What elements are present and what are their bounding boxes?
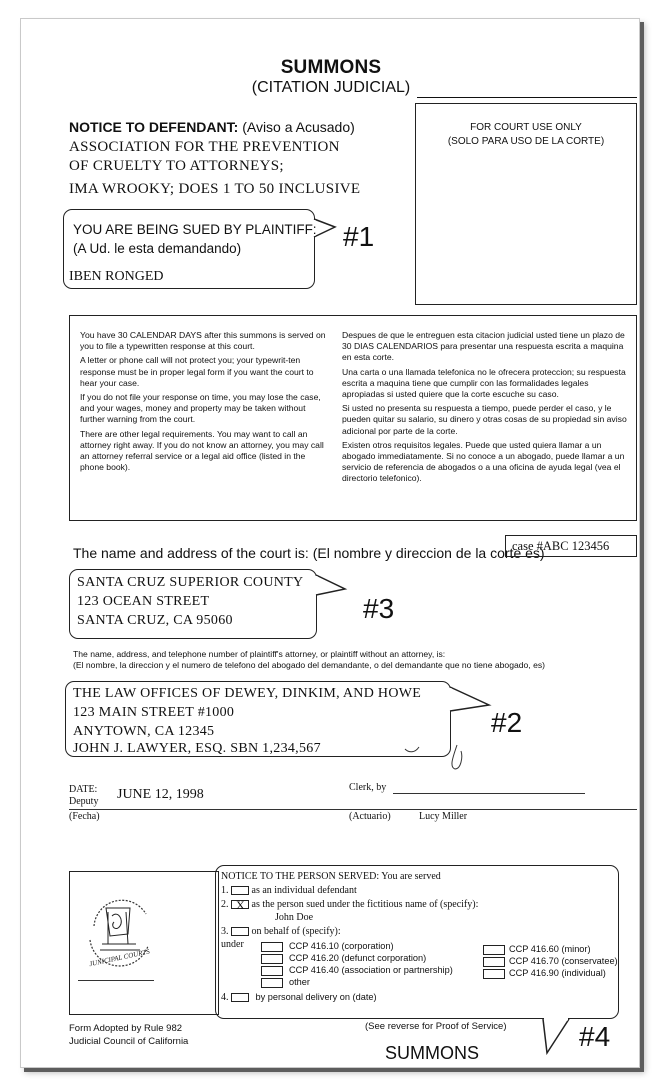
ccp-416-40-label: CCP 416.40 (association or partnership) bbox=[289, 965, 453, 975]
deputy-label: Deputy bbox=[69, 796, 99, 807]
attorney-line-3: ANYTOWN, CA 12345 bbox=[73, 724, 215, 739]
callout-number-2: #2 bbox=[491, 707, 523, 738]
notice-label: NOTICE TO DEFENDANT: bbox=[69, 119, 239, 135]
attorney-line-1: THE LAW OFFICES OF DEWEY, DINKIM, AND HOWE bbox=[73, 686, 422, 701]
court-address-line-1: SANTA CRUZ SUPERIOR COUNTY bbox=[77, 575, 304, 590]
checkbox-x-mark: X bbox=[236, 898, 245, 913]
served-item-4-label: by personal delivery on (date) bbox=[255, 992, 377, 1002]
instructions-english bbox=[80, 330, 328, 476]
court-seal-icon bbox=[84, 886, 154, 972]
ccp-416-20-label: CCP 416.20 (defunct corporation) bbox=[289, 953, 427, 963]
instruction-es-1: Despues de que le entreguen esta citacion judicial usted tiene un plazo de 30 DIAS CALENDARIOS para presentar una respuesta escrita a maquina en esta corte. bbox=[342, 330, 625, 363]
defendant-line-2: OF CRUELTY TO ATTORNEYS; bbox=[69, 158, 284, 174]
on-behalf-checkbox[interactable] bbox=[231, 927, 249, 936]
judicial-council-line: Judicial Council of California bbox=[69, 1036, 189, 1047]
ccp-416-20-checkbox[interactable] bbox=[261, 954, 283, 964]
served-item-1 bbox=[221, 885, 357, 896]
signature-scribble-icon bbox=[401, 737, 481, 773]
seal-box bbox=[69, 871, 219, 1015]
ccp-416-60-label: CCP 416.60 (minor) bbox=[509, 944, 591, 954]
court-address-question: The name and address of the court is: (El nombre y direccion de la corte es) bbox=[73, 545, 545, 561]
case-number: case #ABC 123456 bbox=[505, 535, 637, 557]
clerk-name: Lucy Miller bbox=[419, 811, 468, 822]
clerk-signature-line bbox=[393, 793, 585, 794]
ccp-416-60-checkbox[interactable] bbox=[483, 945, 505, 955]
ccp-other-label: other bbox=[289, 977, 310, 987]
served-item-4-number: 4. bbox=[221, 992, 229, 1003]
page-subtitle: (CITATION JUDICIAL) bbox=[251, 79, 411, 96]
notice-to-defendant bbox=[69, 119, 355, 135]
form-adopted-line: Form Adopted by Rule 982 bbox=[69, 1023, 183, 1034]
attorney-note: The name, address, and telephone number of plaintiff's attorney, or plaintiff without an attorney, is: bbox=[73, 649, 446, 659]
attorney-line-4: JOHN J. LAWYER, ESQ. SBN 1,234,567 bbox=[73, 741, 321, 756]
fictitious-name-checkbox[interactable] bbox=[231, 898, 249, 913]
plaintiff-label-es: (A Ud. le esta demandando) bbox=[73, 241, 242, 256]
served-item-2 bbox=[221, 898, 479, 913]
actuario-label: (Actuario) bbox=[349, 811, 391, 822]
instruction-en-1: You have 30 CALENDAR DAYS after this summons is served on you to file a typewritten response at this court. bbox=[80, 330, 326, 352]
ccp-416-70-label: CCP 416.70 (conservatee) bbox=[509, 956, 618, 966]
court-callout-pointer bbox=[305, 569, 351, 603]
attorney-note-es: (El nombre, la direccion y el numero de telefono del abogado del demandante, o del demandante que no tiene abogado, es) bbox=[73, 660, 546, 670]
defendant-line-3: IMA WROOKY; DOES 1 TO 50 INCLUSIVE bbox=[69, 181, 361, 197]
footer-summons-title: SUMMONS bbox=[385, 1043, 479, 1063]
summons-form bbox=[20, 18, 640, 1068]
court-address-line-2: 123 OCEAN STREET bbox=[77, 594, 210, 609]
individual-defendant-checkbox[interactable] bbox=[231, 886, 249, 895]
ccp-416-70-checkbox[interactable] bbox=[483, 957, 505, 967]
proof-of-service-note: (See reverse for Proof of Service) bbox=[365, 1021, 507, 1032]
callout-number-3: #3 bbox=[363, 593, 395, 624]
ccp-416-10-checkbox[interactable] bbox=[261, 942, 283, 952]
served-item-2-number: 2. bbox=[221, 899, 229, 910]
callout-number-4: #4 bbox=[579, 1021, 611, 1052]
ccp-other-checkbox[interactable] bbox=[261, 978, 283, 988]
court-address-line-3: SANTA CRUZ, CA 95060 bbox=[77, 613, 233, 628]
plaintiff-label: YOU ARE BEING SUED BY PLAINTIFF: bbox=[73, 222, 317, 237]
instruction-en-2: A letter or phone call will not protect you; your typewrit-ten response must be in proper legal form if you want the court to hear your case. bbox=[80, 355, 314, 388]
served-callout-pointer bbox=[539, 1013, 579, 1059]
under-label: under bbox=[221, 939, 244, 950]
clerk-label: Clerk, by bbox=[349, 782, 387, 793]
fecha-label: (Fecha) bbox=[69, 811, 100, 822]
callout-number-1: #1 bbox=[343, 221, 375, 252]
instruction-es-3: Si usted no presenta su respuesta a tiempo, puede perder el caso, y le pueden quitar su salario, su dinero y otras cosas de su propiedad sin aviso adicional por parte de la corte. bbox=[342, 403, 627, 436]
instructions-spanish bbox=[342, 330, 632, 488]
ccp-416-40-checkbox[interactable] bbox=[261, 966, 283, 976]
instruction-es-4: Existen otros requisitos legales. Puede que usted quiera llamar a un abogado immediatamente. Si no conoce a un abogado, puede llamar a un servicio de referencia de abogados o a una oficina de ayuda legal (vea el directorio telefonico). bbox=[342, 439, 625, 484]
ccp-416-90-checkbox[interactable] bbox=[483, 969, 505, 979]
court-use-label-es: (SOLO PARA USO DE LA CORTE) bbox=[447, 136, 605, 147]
ccp-416-10-label: CCP 416.10 (corporation) bbox=[289, 941, 394, 951]
court-use-label: FOR COURT USE ONLY bbox=[470, 122, 582, 133]
filing-date: JUNE 12, 1998 bbox=[117, 787, 204, 802]
instruction-en-4: There are other legal requirements. You may want to call an attorney right away. If you do not know an attorney, you may call an attorney referral service or a legal aid office (listed in the phone book). bbox=[80, 428, 324, 473]
attorney-callout-pointer bbox=[439, 679, 497, 719]
served-item-1-number: 1. bbox=[221, 885, 229, 896]
instruction-en-3: If you do not file your response on time, you may lose the case, and your wages, money and property may be taken without further warning from the court. bbox=[80, 392, 321, 425]
court-use-box bbox=[415, 103, 637, 305]
instructions-box bbox=[69, 315, 637, 521]
subtitle-rule bbox=[417, 97, 637, 98]
served-item-3 bbox=[221, 926, 341, 937]
served-item-2-label: as the person sued under the fictitious name of (specify): bbox=[251, 899, 479, 910]
date-rule bbox=[69, 809, 637, 810]
served-item-1-label: as an individual defendant bbox=[251, 885, 357, 896]
seal-rule bbox=[78, 980, 154, 981]
defendant-line-1: ASSOCIATION FOR THE PREVENTION bbox=[69, 139, 340, 155]
served-item-4 bbox=[221, 992, 377, 1003]
attorney-line-2: 123 MAIN STREET #1000 bbox=[73, 705, 235, 720]
date-label: DATE: bbox=[69, 784, 98, 795]
served-heading: NOTICE TO THE PERSON SERVED: You are served bbox=[221, 871, 441, 882]
fictitious-name-value: John Doe bbox=[275, 912, 314, 923]
served-item-3-number: 3. bbox=[221, 926, 229, 937]
served-item-3-label: on behalf of (specify): bbox=[251, 926, 341, 937]
instruction-es-2: Una carta o una llamada telefonica no le ofrecera proteccion; su respuesta escrita a maquina tiene que cumplir con las formalidades legales apropiadas si usted quiere que la corte escuche su caso. bbox=[342, 366, 626, 400]
ccp-416-90-label: CCP 416.90 (individual) bbox=[509, 968, 606, 978]
personal-delivery-checkbox[interactable] bbox=[231, 993, 249, 1002]
page-title: SUMMONS bbox=[280, 57, 382, 78]
notice-label-es: (Aviso a Acusado) bbox=[242, 119, 355, 135]
plaintiff-name: IBEN RONGED bbox=[69, 269, 164, 284]
seal-text: JUNICIPAL COURTS bbox=[88, 947, 151, 969]
